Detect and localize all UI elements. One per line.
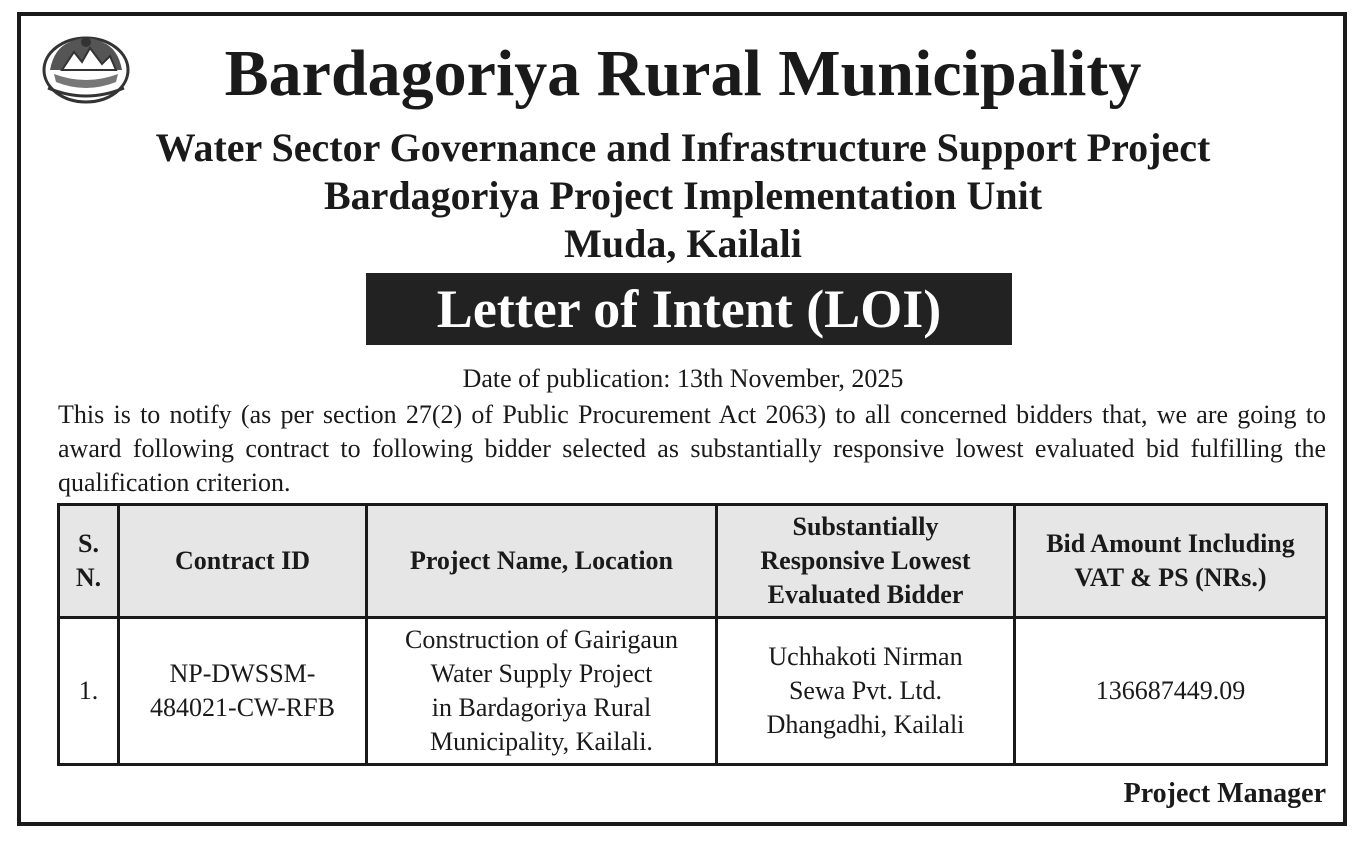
project-title: Water Sector Governance and Infrastructure Support Project (155, 125, 1211, 170)
signature-project-manager: Project Manager (1123, 778, 1326, 809)
header-line: Evaluated Bidder (767, 580, 964, 609)
header-line: S. (78, 529, 99, 558)
header-line: Responsive Lowest (760, 546, 971, 575)
cell-line: NP-DWSSM- (169, 659, 316, 688)
table-header-row (59, 505, 1327, 618)
cell-contract-id (119, 618, 367, 765)
header-amount (1015, 505, 1327, 618)
cell-line: Water Supply Project (430, 659, 653, 688)
cell-line: Uchhakoti Nirman (768, 642, 963, 671)
location-title: Muda, Kailali (564, 221, 802, 266)
header-bidder (717, 505, 1015, 618)
header-contract-id: Contract ID (119, 505, 367, 618)
header-line: Bid Amount Including (1046, 529, 1295, 558)
cell-line: Sewa Pvt. Ltd. (788, 676, 943, 705)
cell-sn: 1. (59, 618, 119, 765)
cell-line: Municipality, Kailali. (430, 727, 653, 756)
municipality-title: Bardagoriya Rural Municipality (224, 37, 1142, 110)
unit-title: Bardagoriya Project Implementation Unit (323, 173, 1043, 218)
cell-line: 484021-CW-RFB (150, 693, 335, 722)
cell-line: Dhangadhi, Kailali (766, 710, 965, 739)
notice-text: This is to notify (as per section 27(2) of Public Procurement Act 2063) to all concerned bidders that, we are going to award following contract to following bidder selected as substantially responsive lowest evaluated bid fulfilling the qualification criterion. (58, 400, 1326, 497)
header-line: Substantially (792, 512, 939, 541)
loi-banner: Letter of Intent (LOI) (366, 273, 1012, 345)
cell-amount: 136687449.09 (1015, 618, 1327, 765)
publication-date: Date of publication: 13th November, 2025 (462, 364, 904, 393)
header-line: N. (75, 563, 102, 592)
header-line: VAT & PS (NRs.) (1074, 563, 1267, 592)
cell-line: Construction of Gairigaun (405, 625, 678, 654)
cell-project (367, 618, 717, 765)
header-sn (59, 505, 119, 618)
award-table (57, 503, 1328, 766)
table-row (59, 618, 1327, 765)
header-project: Project Name, Location (367, 505, 717, 618)
cell-bidder (717, 618, 1015, 765)
cell-line: in Bardagoriya Rural (431, 693, 652, 722)
